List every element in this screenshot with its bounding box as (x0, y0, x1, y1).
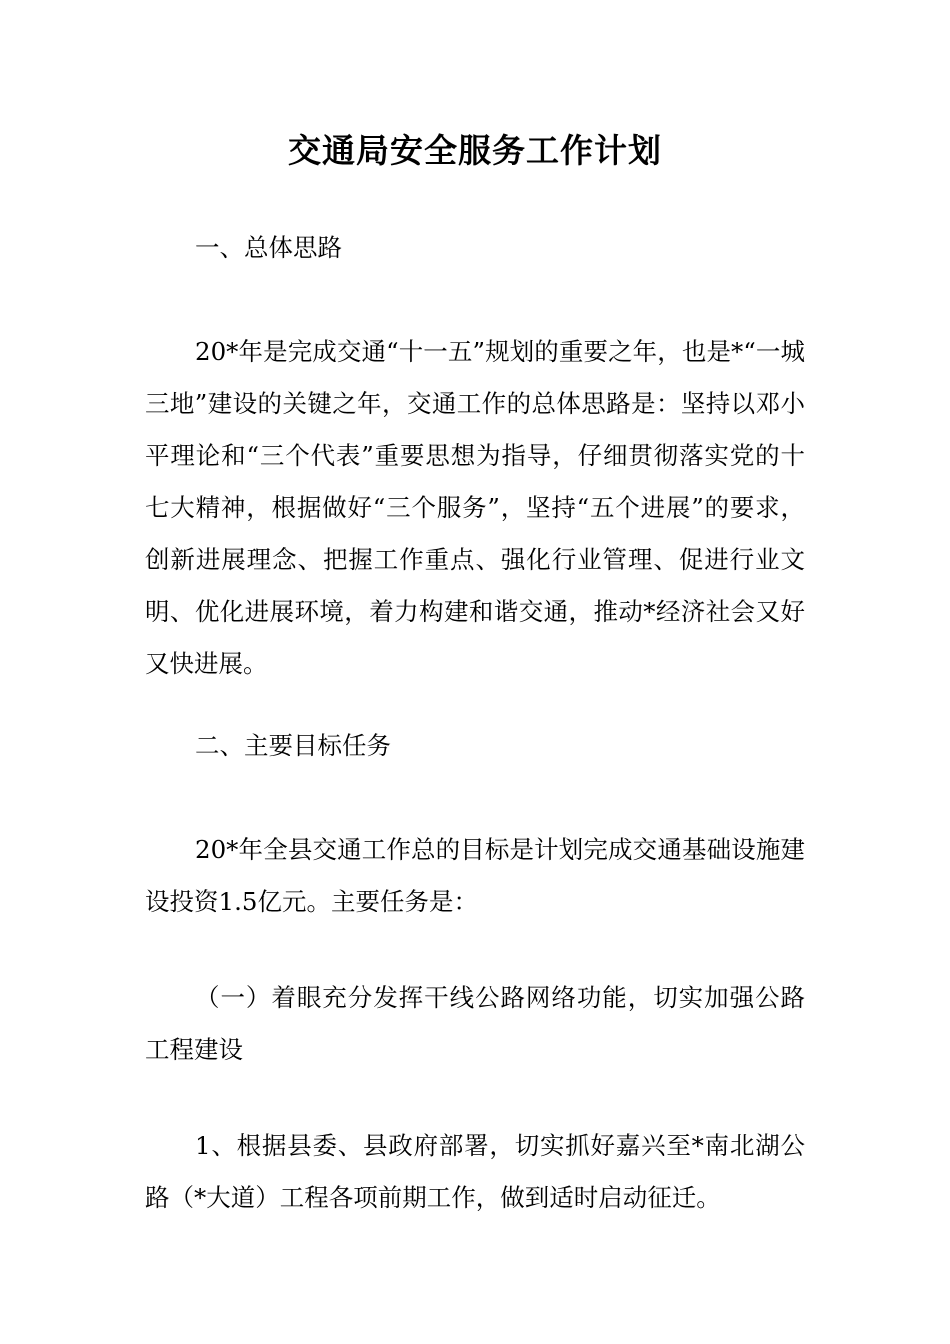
paragraph-item-1: 1、根据县委、县政府部署，切实抓好嘉兴至*南北湖公路（*大道）工程各项前期工作，做到适时启动征迁。 (145, 1131, 805, 1212)
section-heading-main-targets: 二、主要目标任务 (195, 731, 391, 760)
section-heading-overall-approach: 一、总体思路 (195, 233, 342, 262)
paragraph-main-targets: 20*年全县交通工作总的目标是计划完成交通基础设施建设投资1.5亿元。主要任务是： (145, 835, 805, 916)
paragraph-overall-approach: 20*年是完成交通“十一五”规划的重要之年，也是*“一城三地”建设的关键之年，交通工作的总体思路是：坚持以邓小平理论和“三个代表”重要思想为指导，仔细贯彻落实党的十七大精神，根据做好“三个服务”，坚持“五个进展”的要求，创新进展理念、把握工作重点、强化行业管理、促进行业文明、优化进展环境，着力构建和谐交通，推动*经济社会又好又快进展。 (145, 337, 805, 678)
subsection-heading-road-construction: （一）着眼充分发挥干线公路网络功能，切实加强公路工程建设 (145, 983, 805, 1064)
document-title: 交通局安全服务工作计划 (288, 131, 662, 170)
